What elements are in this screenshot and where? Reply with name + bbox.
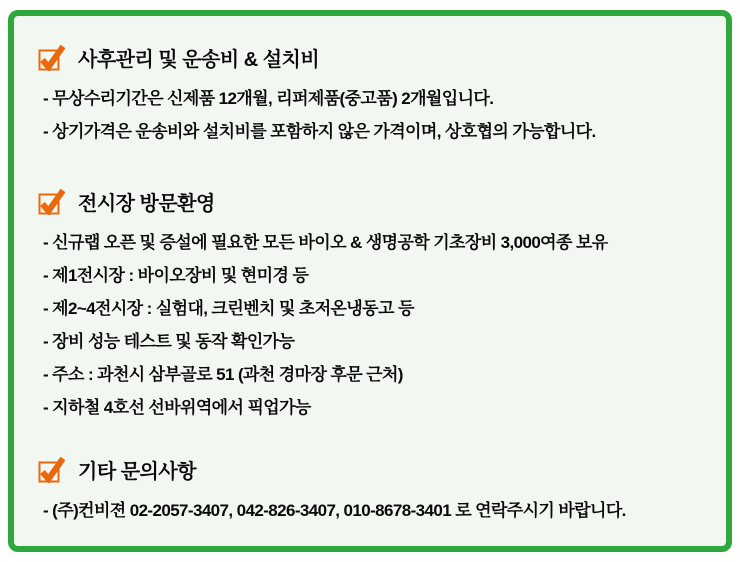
checked-checkbox-icon	[38, 188, 65, 215]
notice-line: - 주소 : 과천시 삼부골로 51 (과천 경마장 후문 근처)	[43, 365, 403, 384]
section-title-row	[38, 186, 702, 216]
notice-line: - 무상수리기간은 신제품 12개월, 리퍼제품(중고품) 2개월입니다.	[43, 89, 494, 108]
notice-line: - 신규랩 오픈 및 증설에 필요한 모든 바이오 & 생명공학 기초장비 3,000여종 보유	[43, 233, 608, 252]
section-title: 전시장 방문환영	[78, 192, 215, 215]
section-showroom-visit	[38, 186, 702, 424]
notice-line: - 상기가격은 운송비와 설치비를 포함하지 않은 가격이며, 상호협의 가능합니다.	[43, 122, 596, 141]
section-title-row	[38, 454, 702, 484]
checked-checkbox-icon	[38, 456, 65, 483]
section-items	[38, 494, 702, 527]
section-title-row	[38, 42, 702, 72]
section-aftercare-shipping	[38, 42, 702, 148]
notice-line: - (주)컨비젼 02-2057-3407, 042-826-3407, 010-8678-3401 로 연락주시기 바랍니다.	[43, 501, 626, 520]
notice-line: - 지하철 4호선 선바위역에서 픽업가능	[43, 398, 311, 417]
notice-line: - 제2~4전시장 : 실험대, 크린벤치 및 초저온냉동고 등	[43, 299, 414, 318]
section-title: 사후관리 및 운송비 & 설치비	[78, 48, 320, 71]
notice-line: - 장비 성능 테스트 및 동작 확인가능	[43, 332, 295, 351]
checked-checkbox-icon	[38, 44, 65, 71]
section-items	[38, 82, 702, 148]
section-other-inquiries	[38, 454, 702, 527]
section-title: 기타 문의사항	[78, 460, 196, 483]
section-items	[38, 226, 702, 424]
notice-panel	[8, 10, 732, 552]
notice-line: - 제1전시장 : 바이오장비 및 현미경 등	[43, 266, 309, 285]
